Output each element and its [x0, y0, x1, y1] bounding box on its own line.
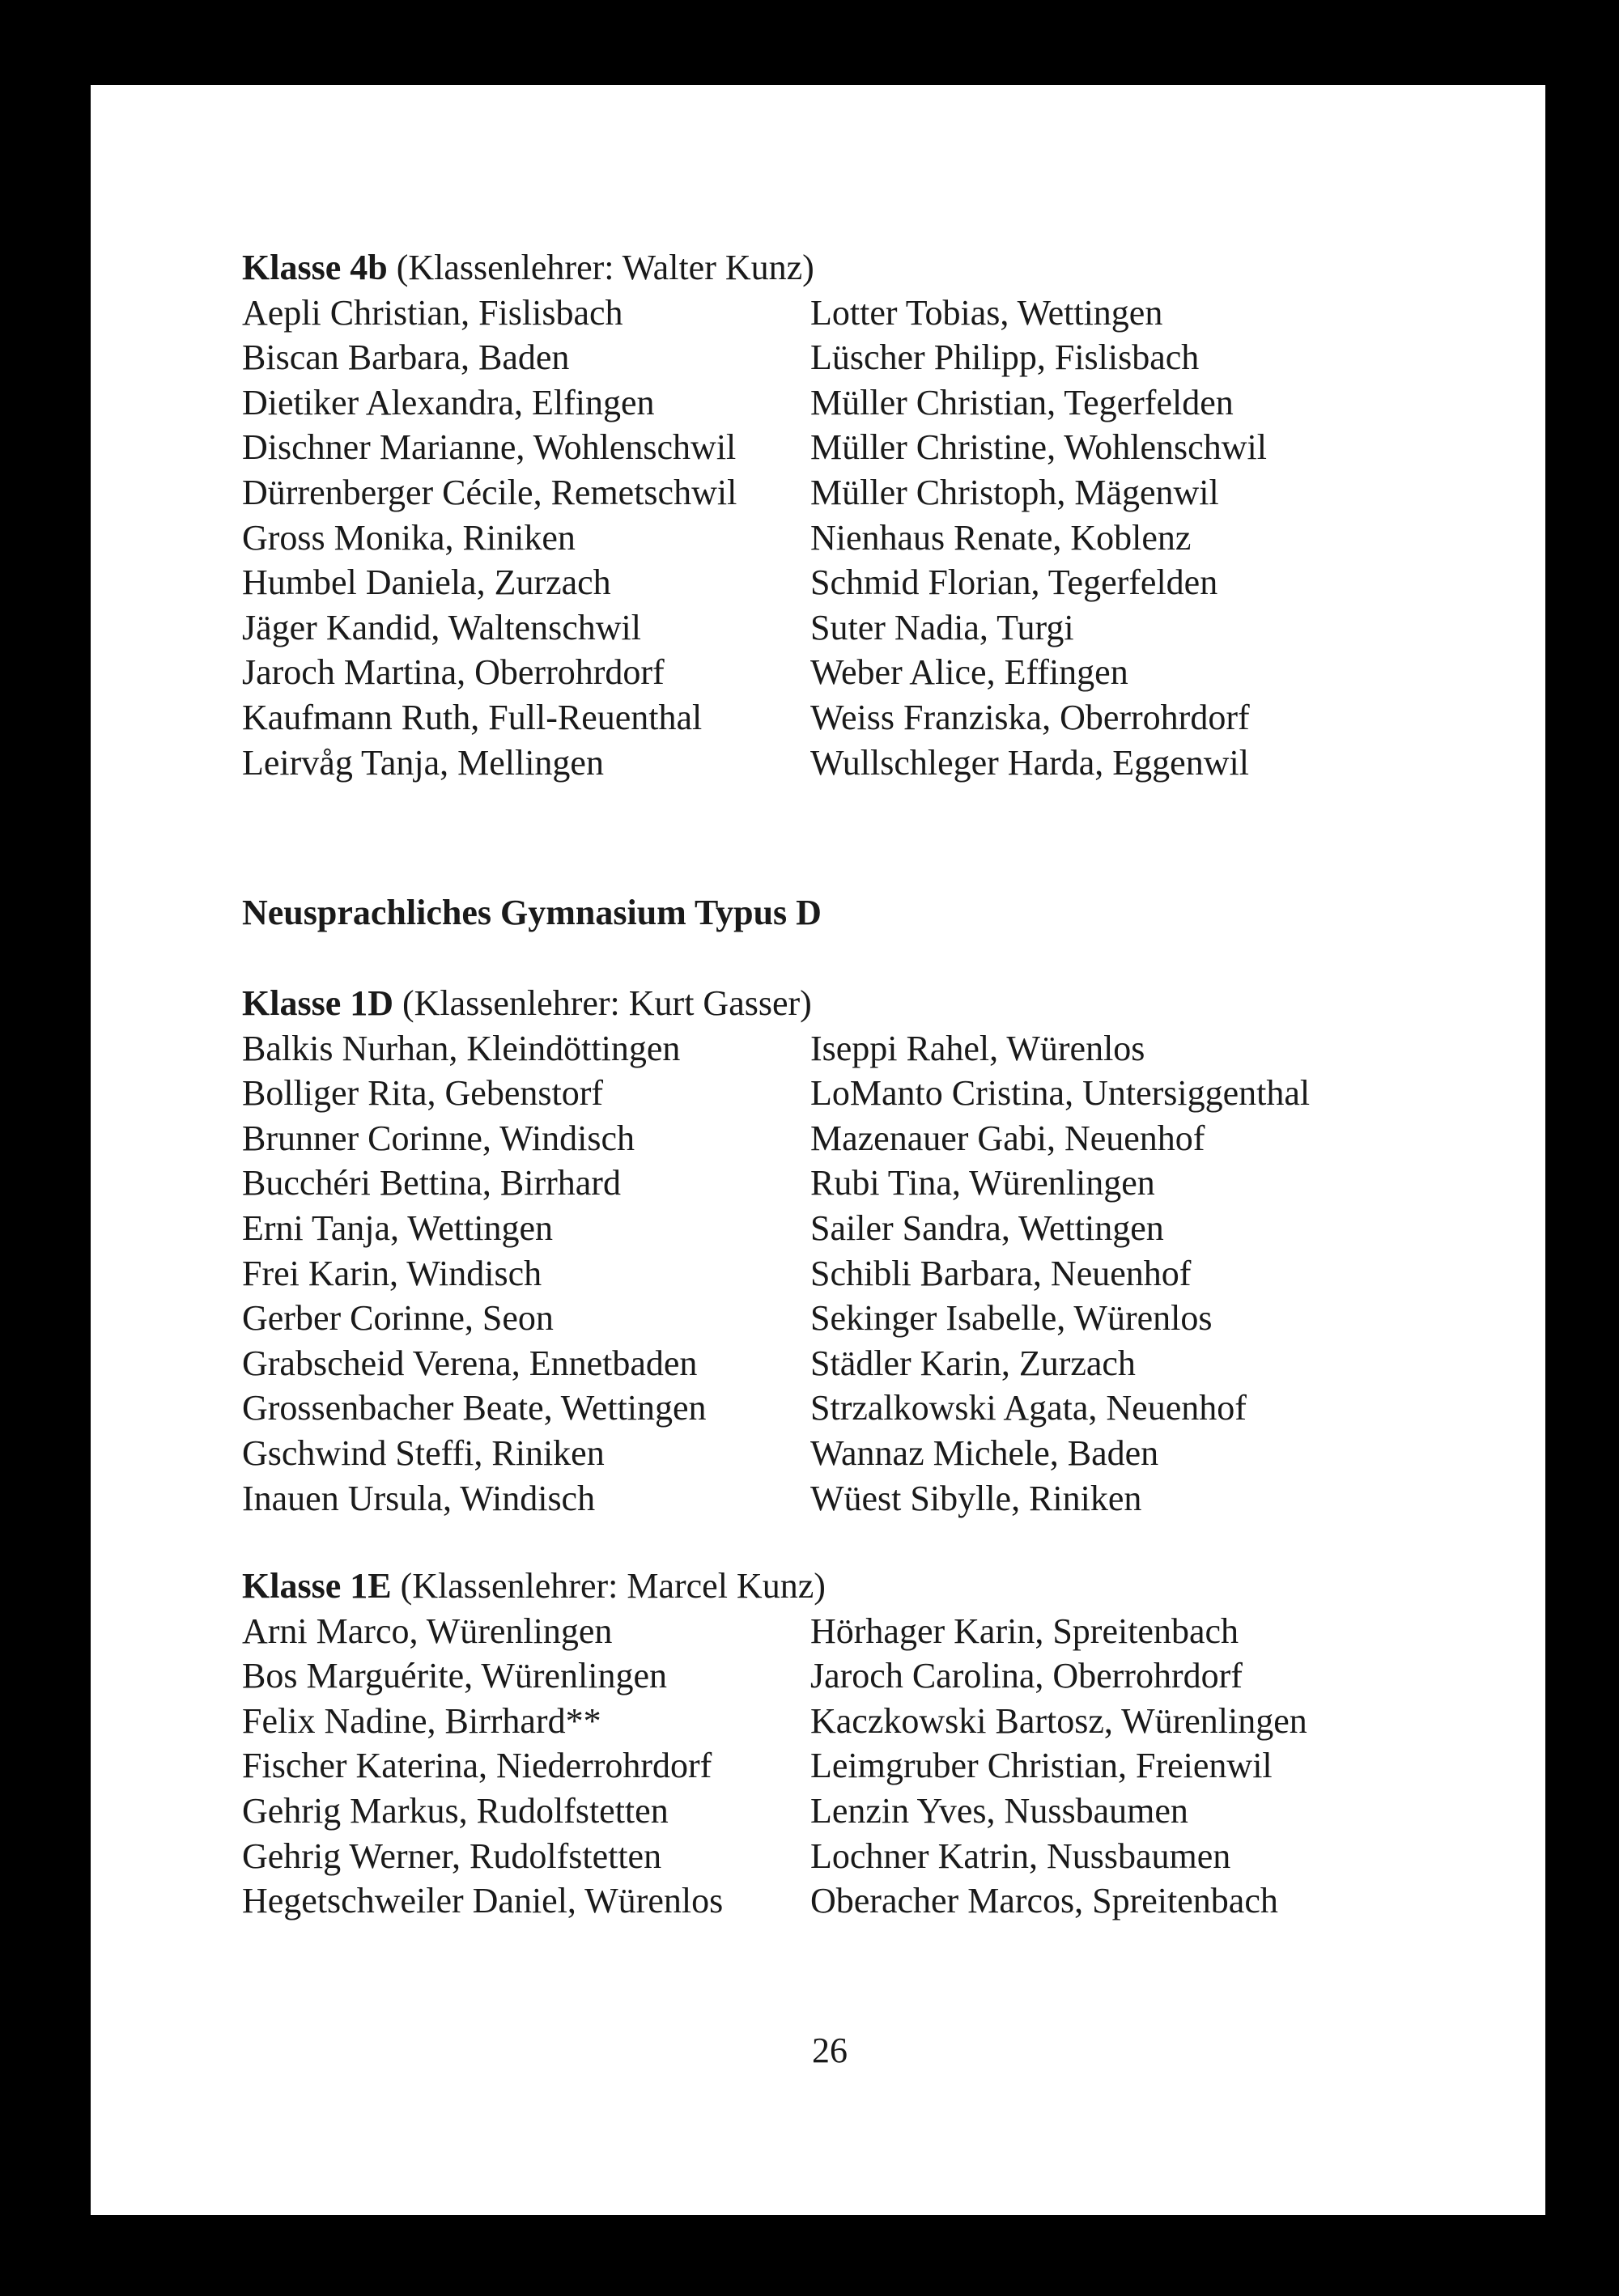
student-row: [242, 1743, 1456, 1789]
student-entry-right: Oberacher Marcos, Spreitenbach: [810, 1881, 1278, 1921]
student-row: [242, 1834, 1456, 1879]
student-entry-left: Gschwind Steffi, Riniken: [242, 1432, 605, 1473]
student-row: [242, 1386, 1456, 1431]
student-entry-left: Dischner Marianne, Wohlenschwil: [242, 427, 737, 468]
student-entry-left: Gehrig Markus, Rudolfstetten: [242, 1790, 669, 1831]
student-entry-right: Hörhager Karin, Spreitenbach: [810, 1611, 1239, 1651]
student-entry-right: Wüest Sibylle, Riniken: [810, 1478, 1142, 1518]
student-entry-left: Gross Monika, Riniken: [242, 517, 576, 558]
class-teacher: (Klassenlehrer: Walter Kunz): [396, 248, 814, 287]
student-row: [242, 1341, 1456, 1386]
student-entry-right: Nienhaus Renate, Koblenz: [810, 517, 1192, 558]
student-entry-left: Jäger Kandid, Waltenschwil: [242, 607, 641, 647]
student-row: [242, 1699, 1456, 1744]
student-entry-right: Sekinger Isabelle, Würenlos: [810, 1298, 1213, 1339]
section-title: Neusprachliches Gymnasium Typus D: [242, 893, 822, 932]
student-row: [242, 1431, 1456, 1476]
student-entry-right: Leimgruber Christian, Freienwil: [810, 1746, 1273, 1786]
student-row: [242, 1476, 1456, 1521]
student-entry-right: Mazenauer Gabi, Neuenhof: [810, 1118, 1205, 1158]
class-teacher: (Klassenlehrer: Marcel Kunz): [400, 1566, 826, 1606]
student-entry-left: Biscan Barbara, Baden: [242, 337, 570, 378]
student-row: [242, 425, 1456, 470]
student-entry-right: Müller Christoph, Mägenwil: [810, 472, 1219, 512]
student-entry-left: Dietiker Alexandra, Elfingen: [242, 382, 655, 422]
student-entry-left: Leirvåg Tanja, Mellingen: [242, 742, 604, 783]
student-row: [242, 1878, 1456, 1924]
class-label: Klasse 4b: [242, 248, 388, 287]
student-entry-right: Schibli Barbara, Neuenhof: [810, 1253, 1192, 1293]
student-entry-right: Müller Christine, Wohlenschwil: [810, 427, 1267, 468]
student-entry-right: Suter Nadia, Turgi: [810, 607, 1074, 647]
student-row: [242, 741, 1456, 786]
student-entry-left: Gehrig Werner, Rudolfstetten: [242, 1836, 662, 1876]
student-row: [242, 605, 1456, 651]
student-entry-right: Lüscher Philipp, Fislisbach: [810, 337, 1200, 378]
student-entry-left: Humbel Daniela, Zurzach: [242, 562, 611, 603]
student-row: [242, 1653, 1456, 1699]
student-entry-right: Wannaz Michele, Baden: [810, 1432, 1159, 1473]
student-entry-left: Kaufmann Ruth, Full-Reuenthal: [242, 697, 703, 737]
student-row: [242, 695, 1456, 741]
student-entry-left: Bolliger Rita, Gebenstorf: [242, 1073, 604, 1114]
student-row: [242, 1161, 1456, 1206]
student-entry-right: Sailer Sandra, Wettingen: [810, 1207, 1164, 1248]
class-1e-list: [242, 1564, 1456, 1924]
student-entry-right: Lotter Tobias, Wettingen: [810, 292, 1163, 333]
class-heading: [242, 1564, 1456, 1609]
student-entry-left: Dürrenberger Cécile, Remetschwil: [242, 472, 737, 512]
student-entry-left: Bos Marguérite, Würenlingen: [242, 1656, 668, 1696]
student-row: [242, 516, 1456, 561]
student-row: [242, 1116, 1456, 1161]
student-row: [242, 1026, 1456, 1072]
student-entry-left: Inauen Ursula, Windisch: [242, 1478, 596, 1518]
student-row: [242, 1296, 1456, 1341]
student-entry-right: Strzalkowski Agata, Neuenhof: [810, 1388, 1247, 1428]
class-heading: [242, 981, 1456, 1026]
student-entry-left: Felix Nadine, Birrhard**: [242, 1700, 601, 1741]
student-row: [242, 1206, 1456, 1251]
student-entry-right: LoManto Cristina, Untersiggenthal: [810, 1073, 1311, 1114]
page-number: 26: [812, 2031, 848, 2070]
student-entry-left: Frei Karin, Windisch: [242, 1253, 542, 1293]
student-entry-left: Grabscheid Verena, Ennetbaden: [242, 1343, 698, 1383]
class-teacher: (Klassenlehrer: Kurt Gasser): [402, 983, 812, 1023]
student-entry-left: Grossenbacher Beate, Wettingen: [242, 1388, 707, 1428]
student-entry-left: Bucchéri Bettina, Birrhard: [242, 1163, 621, 1203]
student-entry-left: Erni Tanja, Wettingen: [242, 1207, 553, 1248]
student-row: [242, 650, 1456, 695]
student-entry-left: Jaroch Martina, Oberrohrdorf: [242, 652, 665, 693]
class-label: Klasse 1D: [242, 983, 393, 1023]
student-entry-left: Fischer Katerina, Niederrohrdorf: [242, 1746, 712, 1786]
student-entry-right: Weiss Franziska, Oberrohrdorf: [810, 697, 1250, 737]
student-row: [242, 291, 1456, 336]
student-entry-right: Rubi Tina, Würenlingen: [810, 1163, 1155, 1203]
student-row: [242, 335, 1456, 380]
student-entry-right: Schmid Florian, Tegerfelden: [810, 562, 1218, 603]
student-entry-right: Müller Christian, Tegerfelden: [810, 382, 1234, 422]
student-entry-right: Wullschleger Harda, Eggenwil: [810, 742, 1249, 783]
student-entry-right: Weber Alice, Effingen: [810, 652, 1128, 693]
student-row: [242, 1251, 1456, 1297]
student-entry-right: Jaroch Carolina, Oberrohrdorf: [810, 1656, 1243, 1696]
student-row: [242, 1789, 1456, 1834]
student-entry-right: Lochner Katrin, Nussbaumen: [810, 1836, 1231, 1876]
class-heading: [242, 245, 1456, 291]
student-row: [242, 380, 1456, 426]
student-row: [242, 560, 1456, 605]
student-row: [242, 1609, 1456, 1654]
student-entry-right: Iseppi Rahel, Würenlos: [810, 1028, 1145, 1068]
student-entry-right: Kaczkowski Bartosz, Würenlingen: [810, 1700, 1307, 1741]
student-entry-left: Aepli Christian, Fislisbach: [242, 292, 623, 333]
student-entry-left: Gerber Corinne, Seon: [242, 1298, 554, 1339]
class-1d-list: [242, 981, 1456, 1521]
student-entry-left: Arni Marco, Würenlingen: [242, 1611, 613, 1651]
student-entry-left: Balkis Nurhan, Kleindöttingen: [242, 1028, 681, 1068]
student-entry-right: Lenzin Yves, Nussbaumen: [810, 1790, 1188, 1831]
student-entry-left: Brunner Corinne, Windisch: [242, 1118, 635, 1158]
class-label: Klasse 1E: [242, 1566, 392, 1606]
student-entry-right: Städler Karin, Zurzach: [810, 1343, 1136, 1383]
student-row: [242, 1071, 1456, 1116]
student-row: [242, 470, 1456, 516]
student-entry-left: Hegetschweiler Daniel, Würenlos: [242, 1881, 724, 1921]
class-4b-list: [242, 245, 1456, 785]
